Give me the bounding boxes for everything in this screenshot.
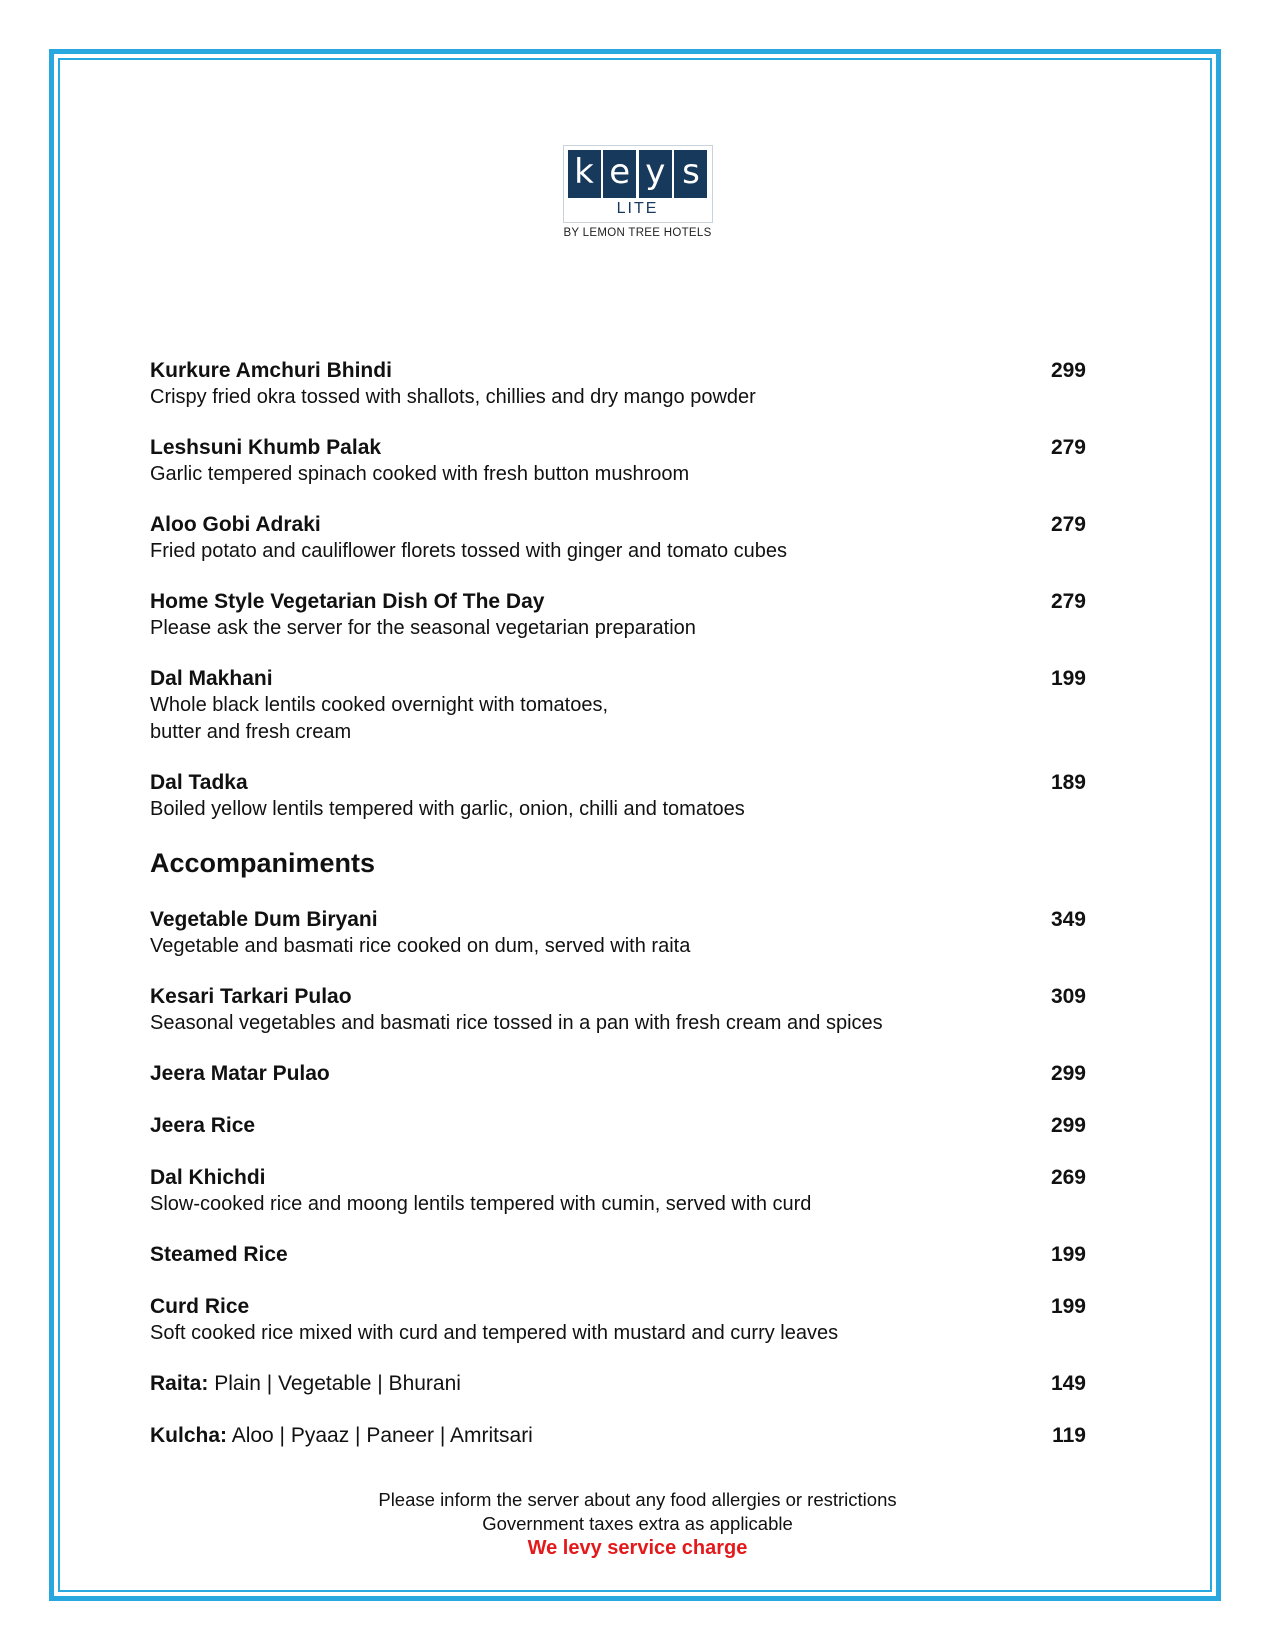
menu-item xyxy=(150,1242,1086,1268)
item-description-line2: butter and fresh cream xyxy=(150,721,352,743)
menu-item xyxy=(150,589,1086,642)
hotel-logo xyxy=(0,145,1275,239)
logo-letter-y: y xyxy=(639,150,672,198)
item-name: Kesari Tarkari Pulao xyxy=(150,985,352,1008)
item-description: Slow-cooked rice and moong lentils tempered with cumin, served with curd xyxy=(150,1193,812,1215)
item-name: Curd Rice xyxy=(150,1295,250,1318)
item-name xyxy=(150,1423,1086,1449)
item-description: Whole black lentils cooked overnight with tomatoes, xyxy=(150,694,609,716)
menu-item xyxy=(150,1165,1086,1218)
menu xyxy=(150,358,1086,1475)
item-name: Vegetable Dum Biryani xyxy=(150,908,378,931)
item-price: 199 xyxy=(1050,1295,1086,1318)
logo-lite: LITE xyxy=(616,200,659,217)
item-price: 299 xyxy=(1050,1114,1086,1137)
item-description: Please ask the server for the seasonal vegetarian preparation xyxy=(150,617,696,639)
item-price: 119 xyxy=(1052,1424,1086,1447)
allergy-note: Please inform the server about any food allergies or restrictions xyxy=(378,1489,897,1510)
item-name-label: Kulcha: xyxy=(150,1424,228,1447)
menu-item xyxy=(150,435,1086,488)
menu-item xyxy=(150,666,1086,746)
item-description: Garlic tempered spinach cooked with fresh button mushroom xyxy=(150,463,690,485)
item-name: Aloo Gobi Adraki xyxy=(150,513,321,536)
menu-item xyxy=(150,512,1086,565)
menu-item xyxy=(150,984,1086,1037)
item-price: 279 xyxy=(1050,436,1086,459)
item-price: 199 xyxy=(1050,667,1086,690)
item-name-label: Raita: xyxy=(150,1372,209,1395)
item-options: Plain | Vegetable | Bhurani xyxy=(208,1372,461,1395)
menu-item xyxy=(150,770,1086,823)
item-name: Home Style Vegetarian Dish Of The Day xyxy=(150,590,545,613)
item-name: Dal Tadka xyxy=(150,771,248,794)
item-price: 199 xyxy=(1050,1243,1086,1266)
item-price: 299 xyxy=(1050,1062,1086,1085)
section-title-accompaniments: Accompaniments xyxy=(150,848,376,878)
item-description: Fried potato and cauliflower florets tossed with ginger and tomato cubes xyxy=(150,540,788,562)
item-description: Boiled yellow lentils tempered with garlic, onion, chilli and tomatoes xyxy=(150,798,745,820)
menu-item xyxy=(150,907,1086,960)
item-description: Vegetable and basmati rice cooked on dum, served with raita xyxy=(150,935,691,957)
item-options: Aloo | Pyaaz | Paneer | Amritsari xyxy=(227,1424,533,1447)
logo-letter-e: e xyxy=(603,150,636,198)
logo-letter-k: k xyxy=(568,150,601,198)
item-description: Soft cooked rice mixed with curd and tempered with mustard and curry leaves xyxy=(150,1322,839,1344)
logo-tagline: BY LEMON TREE HOTELS xyxy=(563,227,712,239)
service-charge-note: We levy service charge xyxy=(527,1537,748,1559)
item-price: 309 xyxy=(1050,985,1086,1008)
logo-letter-s: s xyxy=(674,150,707,198)
menu-item xyxy=(150,358,1086,411)
item-price: 279 xyxy=(1050,513,1086,536)
item-description: Seasonal vegetables and basmati rice tossed in a pan with fresh cream and spices xyxy=(150,1012,883,1034)
menu-item xyxy=(150,1113,1086,1139)
tax-note: Government taxes extra as applicable xyxy=(482,1513,793,1534)
menu-item xyxy=(150,1294,1086,1347)
logo-box xyxy=(563,145,713,223)
item-name xyxy=(150,1371,1086,1397)
menu-item xyxy=(150,1061,1086,1087)
item-price: 189 xyxy=(1050,771,1086,794)
footer-notes xyxy=(0,1488,1275,1560)
menu-item xyxy=(150,1423,1086,1449)
item-name: Jeera Matar Pulao xyxy=(150,1062,330,1085)
item-name: Leshsuni Khumb Palak xyxy=(150,436,382,459)
item-name: Kurkure Amchuri Bhindi xyxy=(150,359,392,382)
item-description: Crispy fried okra tossed with shallots, chillies and dry mango powder xyxy=(150,386,756,408)
item-name: Steamed Rice xyxy=(150,1243,288,1266)
item-name: Jeera Rice xyxy=(150,1114,256,1137)
item-price: 149 xyxy=(1050,1372,1086,1395)
item-name: Dal Khichdi xyxy=(150,1166,266,1189)
item-price: 279 xyxy=(1050,590,1086,613)
item-name: Dal Makhani xyxy=(150,667,273,690)
item-price: 349 xyxy=(1050,908,1086,931)
item-price: 269 xyxy=(1050,1166,1086,1189)
item-price: 299 xyxy=(1050,359,1086,382)
menu-item xyxy=(150,1371,1086,1397)
logo-letters xyxy=(568,150,708,198)
